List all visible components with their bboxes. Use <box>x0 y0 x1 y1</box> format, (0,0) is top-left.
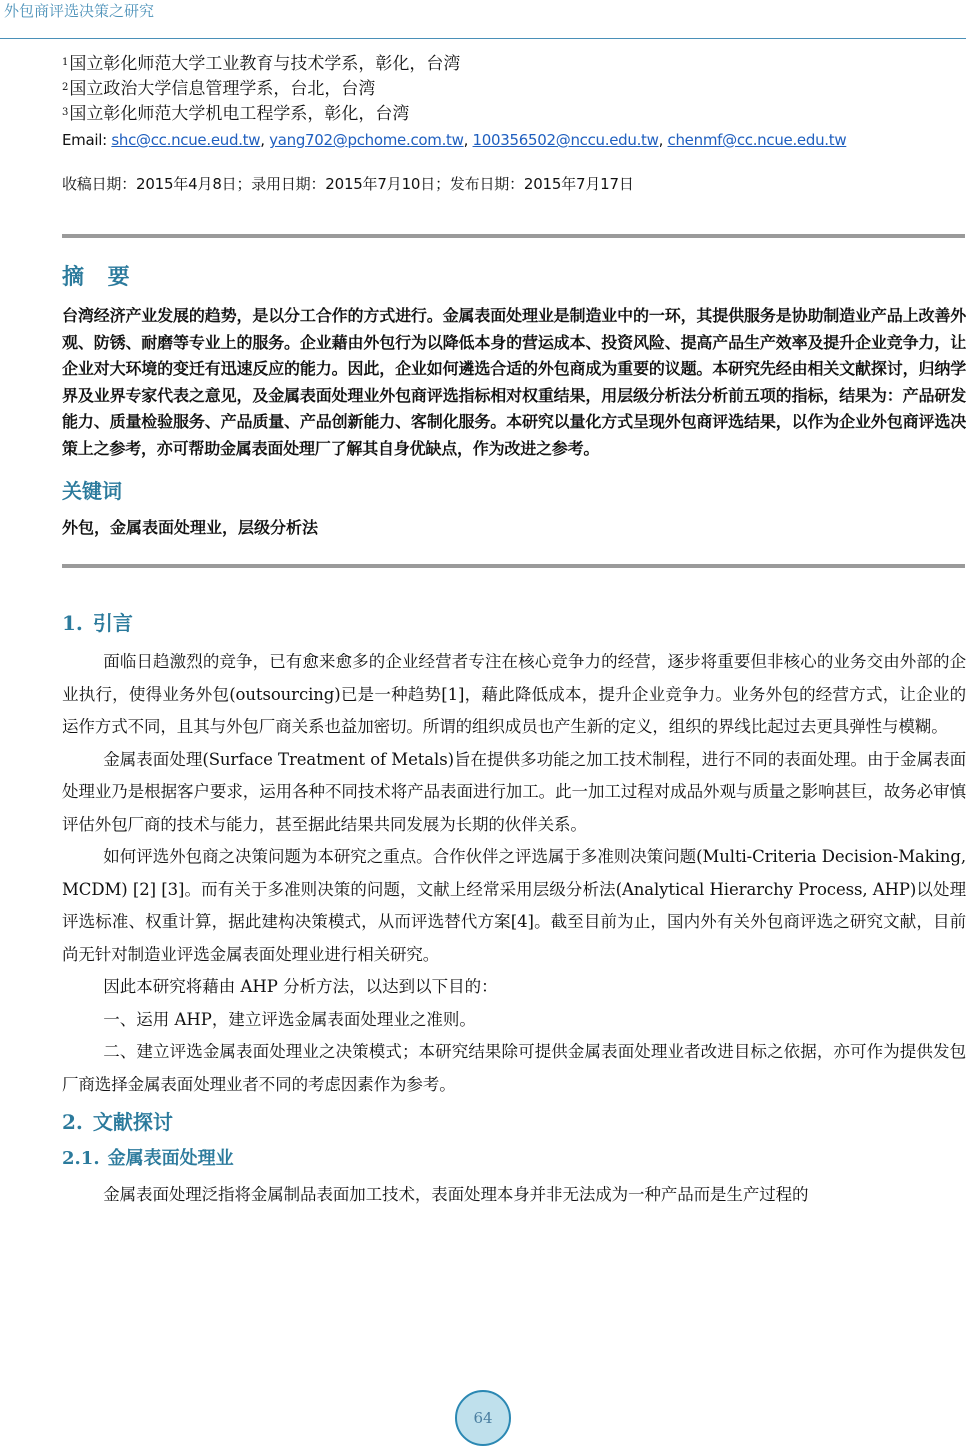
email-link-2[interactable]: yang702@pchome.com.tw <box>269 131 464 149</box>
email-link-1[interactable]: shc@cc.ncue.eud.tw <box>111 131 261 149</box>
section-1-heading <box>62 608 966 638</box>
page-number: 64 <box>455 1390 511 1446</box>
email-link-4[interactable]: chenmf@cc.ncue.edu.tw <box>667 131 847 149</box>
keywords-body: 外包，金属表面处理业，层级分析法 <box>62 518 319 537</box>
affiliation-2-sup: 2 <box>62 82 69 93</box>
section-2-title: 文献探讨 <box>92 1110 173 1134</box>
email-line <box>62 128 966 152</box>
section-2-number: 2. <box>62 1110 83 1134</box>
abstract-title: 摘 要 <box>62 265 138 290</box>
abstract-bottom-rule <box>62 564 965 568</box>
affiliation-1-text: 国立彰化师范大学工业教育与技术学系，彰化，台湾 <box>69 54 461 74</box>
abstract-top-rule <box>62 234 965 238</box>
section-2-1-heading <box>62 1145 966 1173</box>
email-link-3[interactable]: 100356502@nccu.edu.tw <box>472 131 659 149</box>
email-label: Email: <box>62 131 112 149</box>
paragraph: 因此本研究将藉由 AHP 分析方法，以达到以下目的： <box>103 977 498 996</box>
affiliation-1 <box>62 52 966 77</box>
header-rule <box>0 38 966 39</box>
email-separator: , <box>260 131 270 149</box>
email-separator: , <box>463 131 473 149</box>
section-2-1-title: 金属表面处理业 <box>107 1148 234 1169</box>
paragraph: 面临日趋激烈的竞争，已有愈来愈多的企业经营者专注在核心竞争力的经营，逐步将重要但非核心的业务交由外部的企业执行，使得业务外包(outsourcing)已是一种趋势[1]，藉此降低成本，提升企业竞争力。业务外包的经营方式，让企业的运作方式不同，且其与外包厂商关系也益加密切。所谓的组织成员也产生新的定义，组织的界线比起过去更具弹性与模糊。 <box>62 652 966 736</box>
section-2-1-number: 2.1. <box>62 1148 100 1169</box>
section-1-body <box>62 646 966 1101</box>
running-head: 外包商评选决策之研究 <box>4 2 155 20</box>
affiliation-3-text: 国立彰化师范大学机电工程学系，彰化，台湾 <box>69 104 410 124</box>
paragraph: 二、建立评选金属表面处理业之决策模式；本研究结果除可提供金属表面处理业者改进目标之依据，亦可作为提供发包厂商选择金属表面处理业者不同的考虑因素作为参考。 <box>62 1042 966 1094</box>
affiliation-2 <box>62 77 966 102</box>
section-2-heading <box>62 1107 966 1137</box>
affiliation-2-text: 国立政治大学信息管理学系，台北，台湾 <box>69 79 376 99</box>
affiliations <box>62 52 966 127</box>
paragraph: 金属表面处理泛指将金属制品表面加工技术，表面处理本身并非无法成为一种产品而是生产过程的 <box>103 1185 809 1204</box>
affiliation-1-sup: 1 <box>62 57 69 68</box>
paragraph: 一、运用 AHP，建立评选金属表面处理业之准则。 <box>103 1009 476 1029</box>
paragraph: 金属表面处理(Surface Treatment of Metals)旨在提供多功能之加工技术制程，进行不同的表面处理。由于金属表面处理业乃是根据客户要求，运用各种不同技术将产品表面进行加工。此一加工过程对成品外观与质量之影响甚巨，故务必审慎评估外包厂商的技术与能力，甚至据此结果共同发展为长期的伙伴关系。 <box>62 749 966 834</box>
affiliation-3-sup: 3 <box>62 107 69 118</box>
paragraph: 如何评选外包商之决策问题为本研究之重点。合作伙伴之评选属于多准则决策问题(Multi-Criteria Decision-Making, MCDM) [2] [3]。而有关于多准则决策的问题，文献上经常采用层级分析法(Analytical Hierarchy Process, AHP)以处理评选标准、权重计算，据此建构决策模式，从而评选替代方案[4]。截至目前为止，国内外有关外包商评选之研究文献，目前尚无针对制造业评选金属表面处理业进行相关研究。 <box>62 847 966 964</box>
abstract-body: 台湾经济产业发展的趋势，是以分工合作的方式进行。金属表面处理业是制造业中的一环，其提供服务是协助制造业产品上改善外观、防锈、耐磨等专业上的服务。企业藉由外包行为以降低本身的营运成本、投资风险、提高产品生产效率及提升企业竞争力，让企业对大环境的变迁有迅速反应的能力。因此，企业如何遴选合适的外包商成为重要的议题。本研究先经由相关文献探讨，归纳学界及业界专家代表之意见，及金属表面处理业外包商评选指标相对权重结果，用层级分析法分析前五项的指标，结果为：产品研发能力、质量检验服务、产品质量、产品创新能力、客制化服务。本研究以量化方式呈现外包商评选结果，以作为企业外包商评选决策上之参考，亦可帮助金属表面处理厂了解其自身优缺点，作为改进之参考。 <box>62 306 966 458</box>
section-1-number: 1. <box>62 611 83 635</box>
keywords-title: 关键词 <box>62 479 122 503</box>
page-content <box>62 52 966 1212</box>
dates-line: 收稿日期：2015年4月8日；录用日期：2015年7月10日；发布日期：2015年7月17日 <box>62 175 634 193</box>
email-separator: , <box>658 131 668 149</box>
section-1-title: 引言 <box>92 611 133 635</box>
affiliation-3 <box>62 102 966 127</box>
